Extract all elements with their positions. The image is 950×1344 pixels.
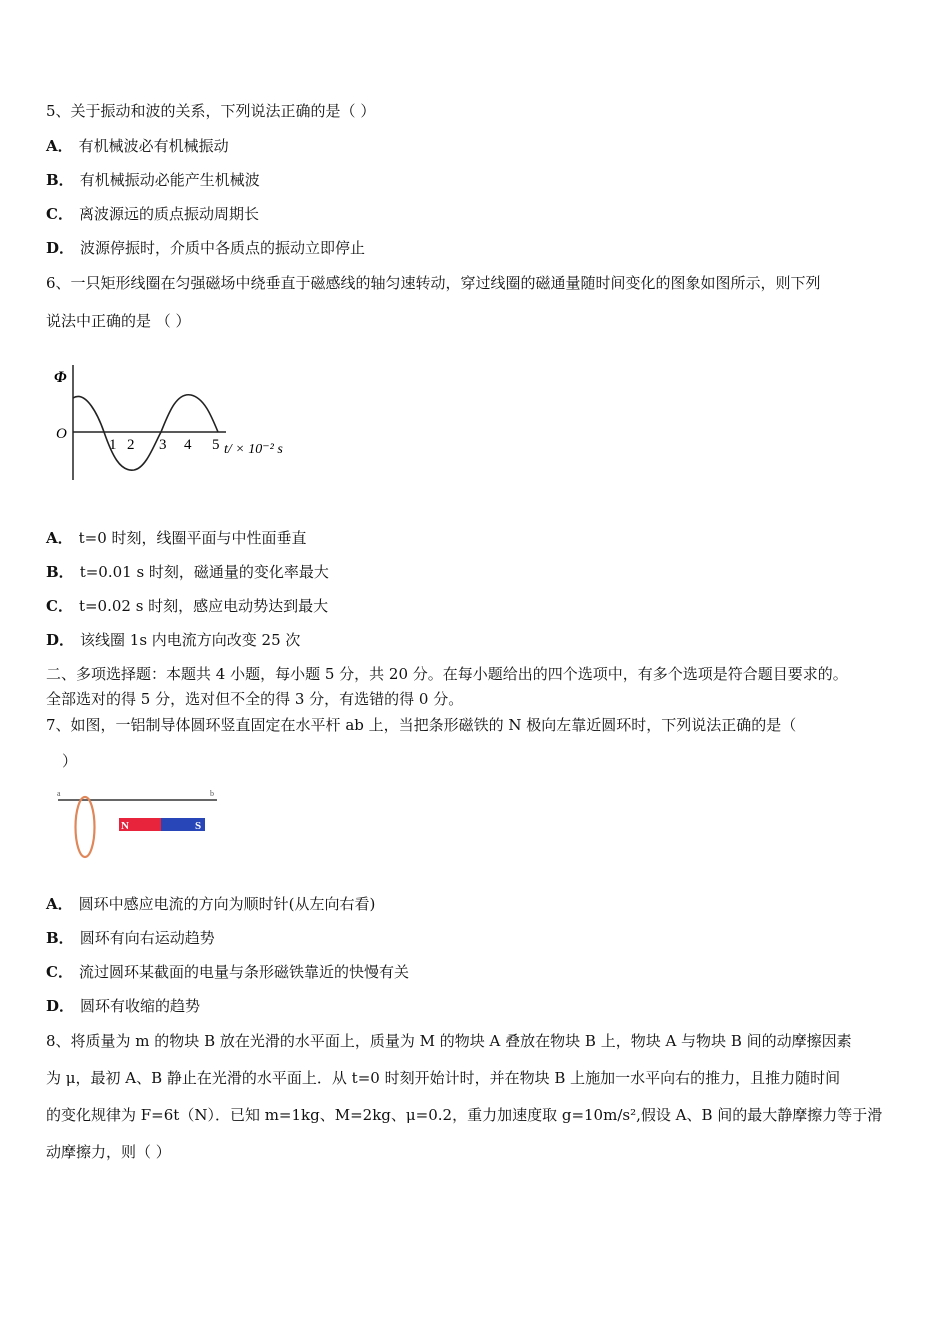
option-label: C． <box>46 205 73 223</box>
option-text: 圆环中感应电流的方向为顺时针(从左向右看) <box>78 895 376 913</box>
magnet-n-label: N <box>121 820 129 832</box>
q6-stem-line2: 说法中正确的是 （ ） <box>46 312 191 330</box>
option-text: t=0.02 s 时刻，感应电动势达到最大 <box>78 597 329 615</box>
option-text: 有机械振动必能产生机械波 <box>79 171 260 189</box>
q7-stem-line1: 7、如图，一铝制导体圆环竖直固定在水平杆 ab 上，当把条形磁铁的 N 极向左靠近圆环时，下列说法正确的是（ <box>46 716 797 734</box>
q7-option-b <box>46 928 215 948</box>
x-tick-label: 5 <box>212 437 220 453</box>
q5-option-d <box>46 238 365 258</box>
rod-label-b: b <box>210 789 214 798</box>
q5-option-a <box>46 136 229 156</box>
q5-stem: 5、关于振动和波的关系，下列说法正确的是（ ） <box>46 102 376 120</box>
q7-option-a <box>46 894 375 914</box>
aluminum-ring <box>76 797 95 857</box>
q5-option-c <box>46 204 259 224</box>
option-text: 圆环有收缩的趋势 <box>80 997 201 1015</box>
rod-label-a: a <box>57 789 61 798</box>
option-label: D． <box>46 997 75 1015</box>
option-text: t=0.01 s 时刻，磁通量的变化率最大 <box>79 563 329 581</box>
x-axis-label: t/ × 10⁻² s <box>224 442 283 457</box>
y-axis-label: Φ <box>54 369 67 386</box>
q8-line2: 为 μ，最初 A、B 静止在光滑的水平面上．从 t=0 时刻开始计时，并在物块 B 上施加一水平向右的推力，且推力随时间 <box>46 1069 841 1087</box>
q7-option-c <box>46 962 409 982</box>
option-label: C． <box>46 597 73 615</box>
x-tick-label: 4 <box>184 437 192 453</box>
option-label: B． <box>46 563 74 581</box>
x-tick-label: 1 <box>109 437 117 453</box>
q7-stem-line2: ） <box>62 752 78 770</box>
flux-time-graph <box>46 360 316 485</box>
magnet-s-label: S <box>195 820 202 832</box>
origin-label: O <box>56 426 67 442</box>
option-label: A． <box>46 895 73 913</box>
x-tick-label: 2 <box>127 437 135 453</box>
q6-option-d <box>46 630 300 650</box>
option-label: B． <box>46 171 74 189</box>
q8-line4: 动摩擦力，则（ ） <box>46 1143 171 1161</box>
q8-line1: 8、将质量为 m 的物块 B 放在光滑的水平面上，质量为 M 的物块 A 叠放在物块 B 上，物块 A 与物块 B 间的动摩擦因素 <box>46 1032 852 1050</box>
option-label: D． <box>46 239 75 257</box>
option-text: 离波源远的质点振动周期长 <box>78 205 259 223</box>
option-label: B． <box>46 929 74 947</box>
ring-magnet-figure <box>55 786 225 862</box>
option-label: A． <box>46 137 73 155</box>
option-text: 波源停振时，介质中各质点的振动立即停止 <box>80 239 366 257</box>
option-text: 该线圈 1s 内电流方向改变 25 次 <box>80 631 301 649</box>
q8-line3: 的变化规律为 F=6t（N）．已知 m=1kg、M=2kg、μ=0.2，重力加速度取 g=10m/s²,假设 A、B 间的最大静摩擦力等于滑 <box>46 1106 883 1124</box>
q6-option-c <box>46 596 328 616</box>
option-text: 圆环有向右运动趋势 <box>79 929 215 947</box>
q6-option-a <box>46 528 307 548</box>
q7-option-d <box>46 996 200 1016</box>
section2-line2: 全部选对的得 5 分，选对但不全的得 3 分，有选错的得 0 分。 <box>46 690 464 708</box>
option-label: A． <box>46 529 73 547</box>
q6-option-b <box>46 562 329 582</box>
section2-line1: 二、多项选择题：本题共 4 小题，每小题 5 分，共 20 分。在每小题给出的四个选项中，有多个选项是符合题目要求的。 <box>46 665 848 683</box>
option-text: t=0 时刻，线圈平面与中性面垂直 <box>78 529 307 547</box>
q6-stem-line1: 6、一只矩形线圈在匀强磁场中绕垂直于磁感线的轴匀速转动，穿过线圈的磁通量随时间变化的图象如图所示，则下列 <box>46 274 821 292</box>
q5-option-b <box>46 170 260 190</box>
option-text: 流过圆环某截面的电量与条形磁铁靠近的快慢有关 <box>78 963 409 981</box>
option-text: 有机械波必有机械振动 <box>78 137 229 155</box>
option-label: D． <box>46 631 75 649</box>
option-label: C． <box>46 963 73 981</box>
x-tick-label: 3 <box>159 437 167 453</box>
